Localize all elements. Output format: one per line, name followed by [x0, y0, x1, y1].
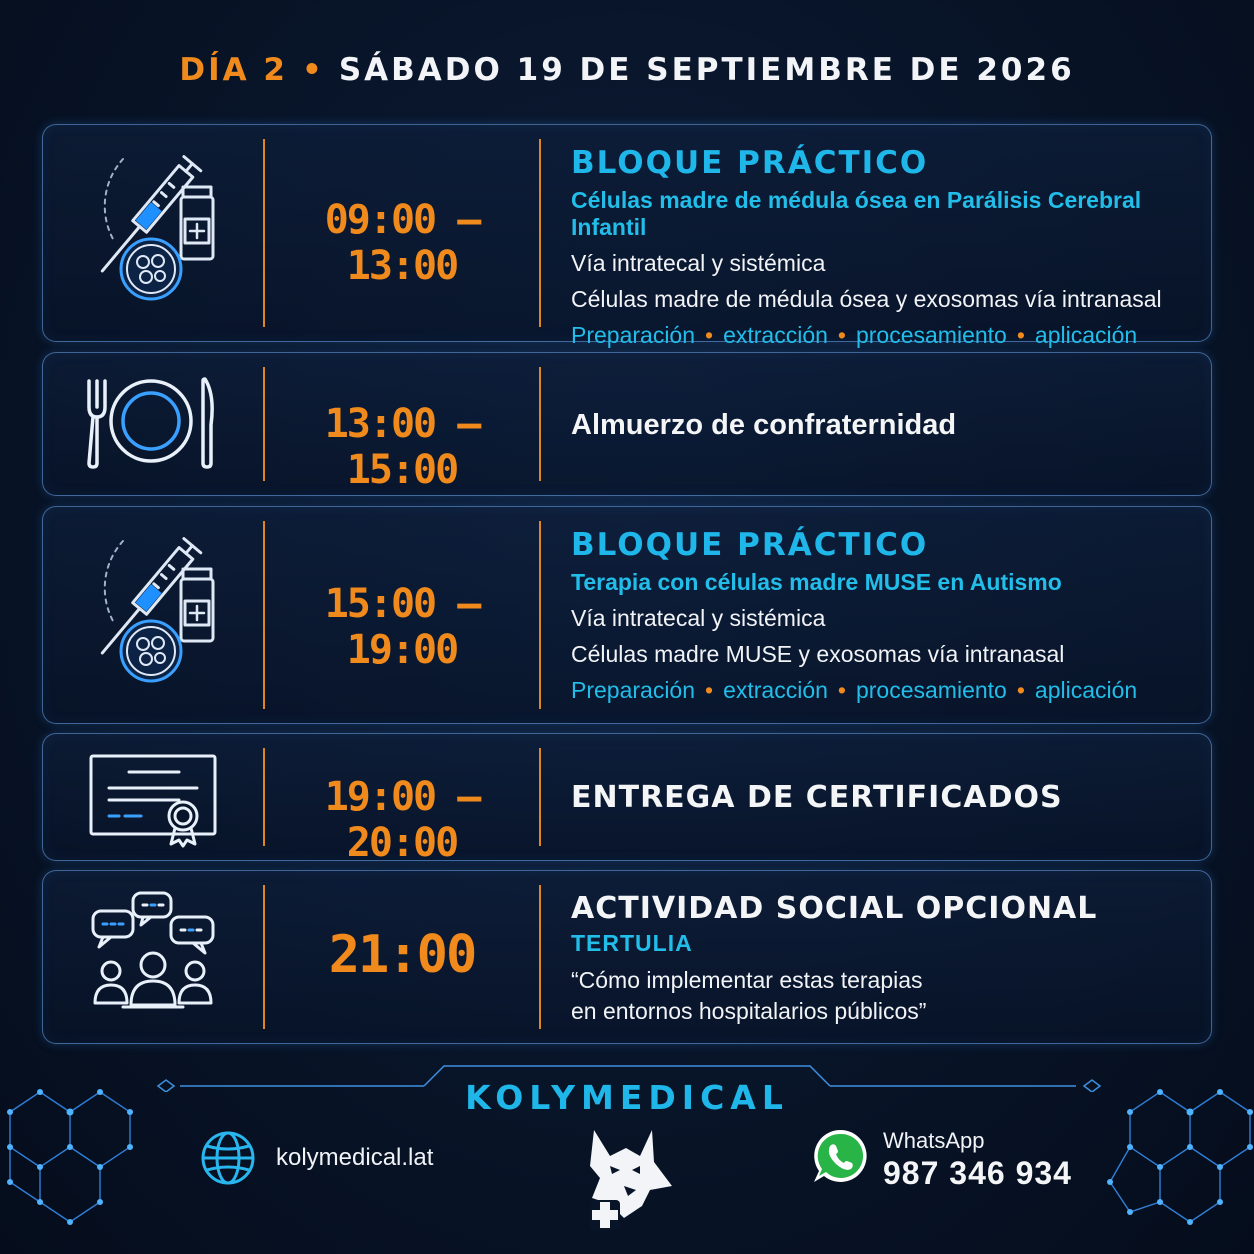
fork-plate-knife-icon [83, 375, 223, 471]
time-range: 15:00 – 19:00 [324, 581, 480, 673]
block-line: Vía intratecal y sistémica [571, 605, 826, 631]
time-range: 13:00 – 15:00 [324, 401, 480, 493]
globe-icon [200, 1130, 256, 1186]
block-line: “Cómo implementar estas terapias [571, 967, 923, 993]
schedule-block-5 [42, 870, 1212, 1044]
block-text: Almuerzo de confraternidad [571, 409, 957, 441]
time-range: 09:00 – 13:00 [324, 197, 480, 289]
step: Preparación [571, 677, 696, 703]
group-chat-icon [83, 887, 223, 1015]
website-link[interactable]: kolymedical.lat [276, 1144, 434, 1171]
step: aplicación [1034, 677, 1138, 703]
syringe-vial-icon [83, 139, 223, 309]
schedule-block-1 [42, 124, 1212, 348]
step: aplicación [1034, 322, 1138, 348]
block-content [571, 527, 1201, 704]
divider [539, 521, 541, 709]
header-bullet: • [301, 52, 325, 88]
block-subtitle: TERTULIA [571, 930, 693, 956]
block-line: Vía intratecal y sistémica [571, 250, 826, 276]
whatsapp-icon [810, 1126, 870, 1186]
block-text: ENTREGA DE CERTIFICADOS [571, 780, 1063, 815]
schedule-block-4 [42, 733, 1212, 866]
date-label: SÁBADO 19 DE SEPTIEMBRE DE 2026 [338, 52, 1075, 88]
block-content [571, 409, 1201, 442]
block-content [571, 145, 1201, 349]
block-title: BLOQUE PRÁCTICO [571, 527, 929, 563]
time-range: 21:00 [328, 925, 476, 985]
syringe-vial-icon [83, 521, 223, 691]
block-steps: Preparación • extracción • procesamiento • aplicación [571, 677, 1138, 703]
block-line: en entornos hospitalarios públicos” [571, 998, 927, 1024]
whatsapp-label: WhatsApp [883, 1128, 985, 1153]
block-subtitle: Terapia con células madre MUSE en Autismo [571, 569, 1062, 595]
block-content [571, 780, 1201, 815]
block-subtitle: Células madre de médula ósea en Parálisis Cerebral Infantil [571, 187, 1142, 240]
divider [539, 748, 541, 846]
step: Preparación [571, 322, 696, 348]
step: procesamiento [855, 322, 1007, 348]
block-steps: Preparación • extracción • procesamiento • aplicación [571, 322, 1138, 348]
step: procesamiento [855, 677, 1007, 703]
block-title: ACTIVIDAD SOCIAL OPCIONAL [571, 891, 1098, 926]
wolf-logo-icon [580, 1126, 676, 1230]
block-line: Células madre MUSE y exosomas vía intranasal [571, 641, 1065, 667]
divider [539, 885, 541, 1029]
divider [539, 367, 541, 481]
certificate-icon [83, 752, 223, 848]
step: extracción [723, 322, 828, 348]
day-label: DÍA 2 [179, 52, 288, 88]
page-title [0, 52, 1254, 88]
step: extracción [723, 677, 828, 703]
block-title: BLOQUE PRÁCTICO [571, 145, 929, 181]
block-line: Células madre de médula ósea y exosomas vía intranasal [571, 286, 1162, 312]
schedule-block-3 [42, 506, 1212, 724]
divider [539, 139, 541, 327]
time-range: 19:00 – 20:00 [324, 774, 480, 866]
whatsapp-number[interactable]: 987 346 934 [883, 1155, 1072, 1191]
brand-name: KOLYMEDICAL [465, 1078, 789, 1117]
schedule-block-2 [42, 352, 1212, 496]
block-content [571, 891, 1201, 1025]
